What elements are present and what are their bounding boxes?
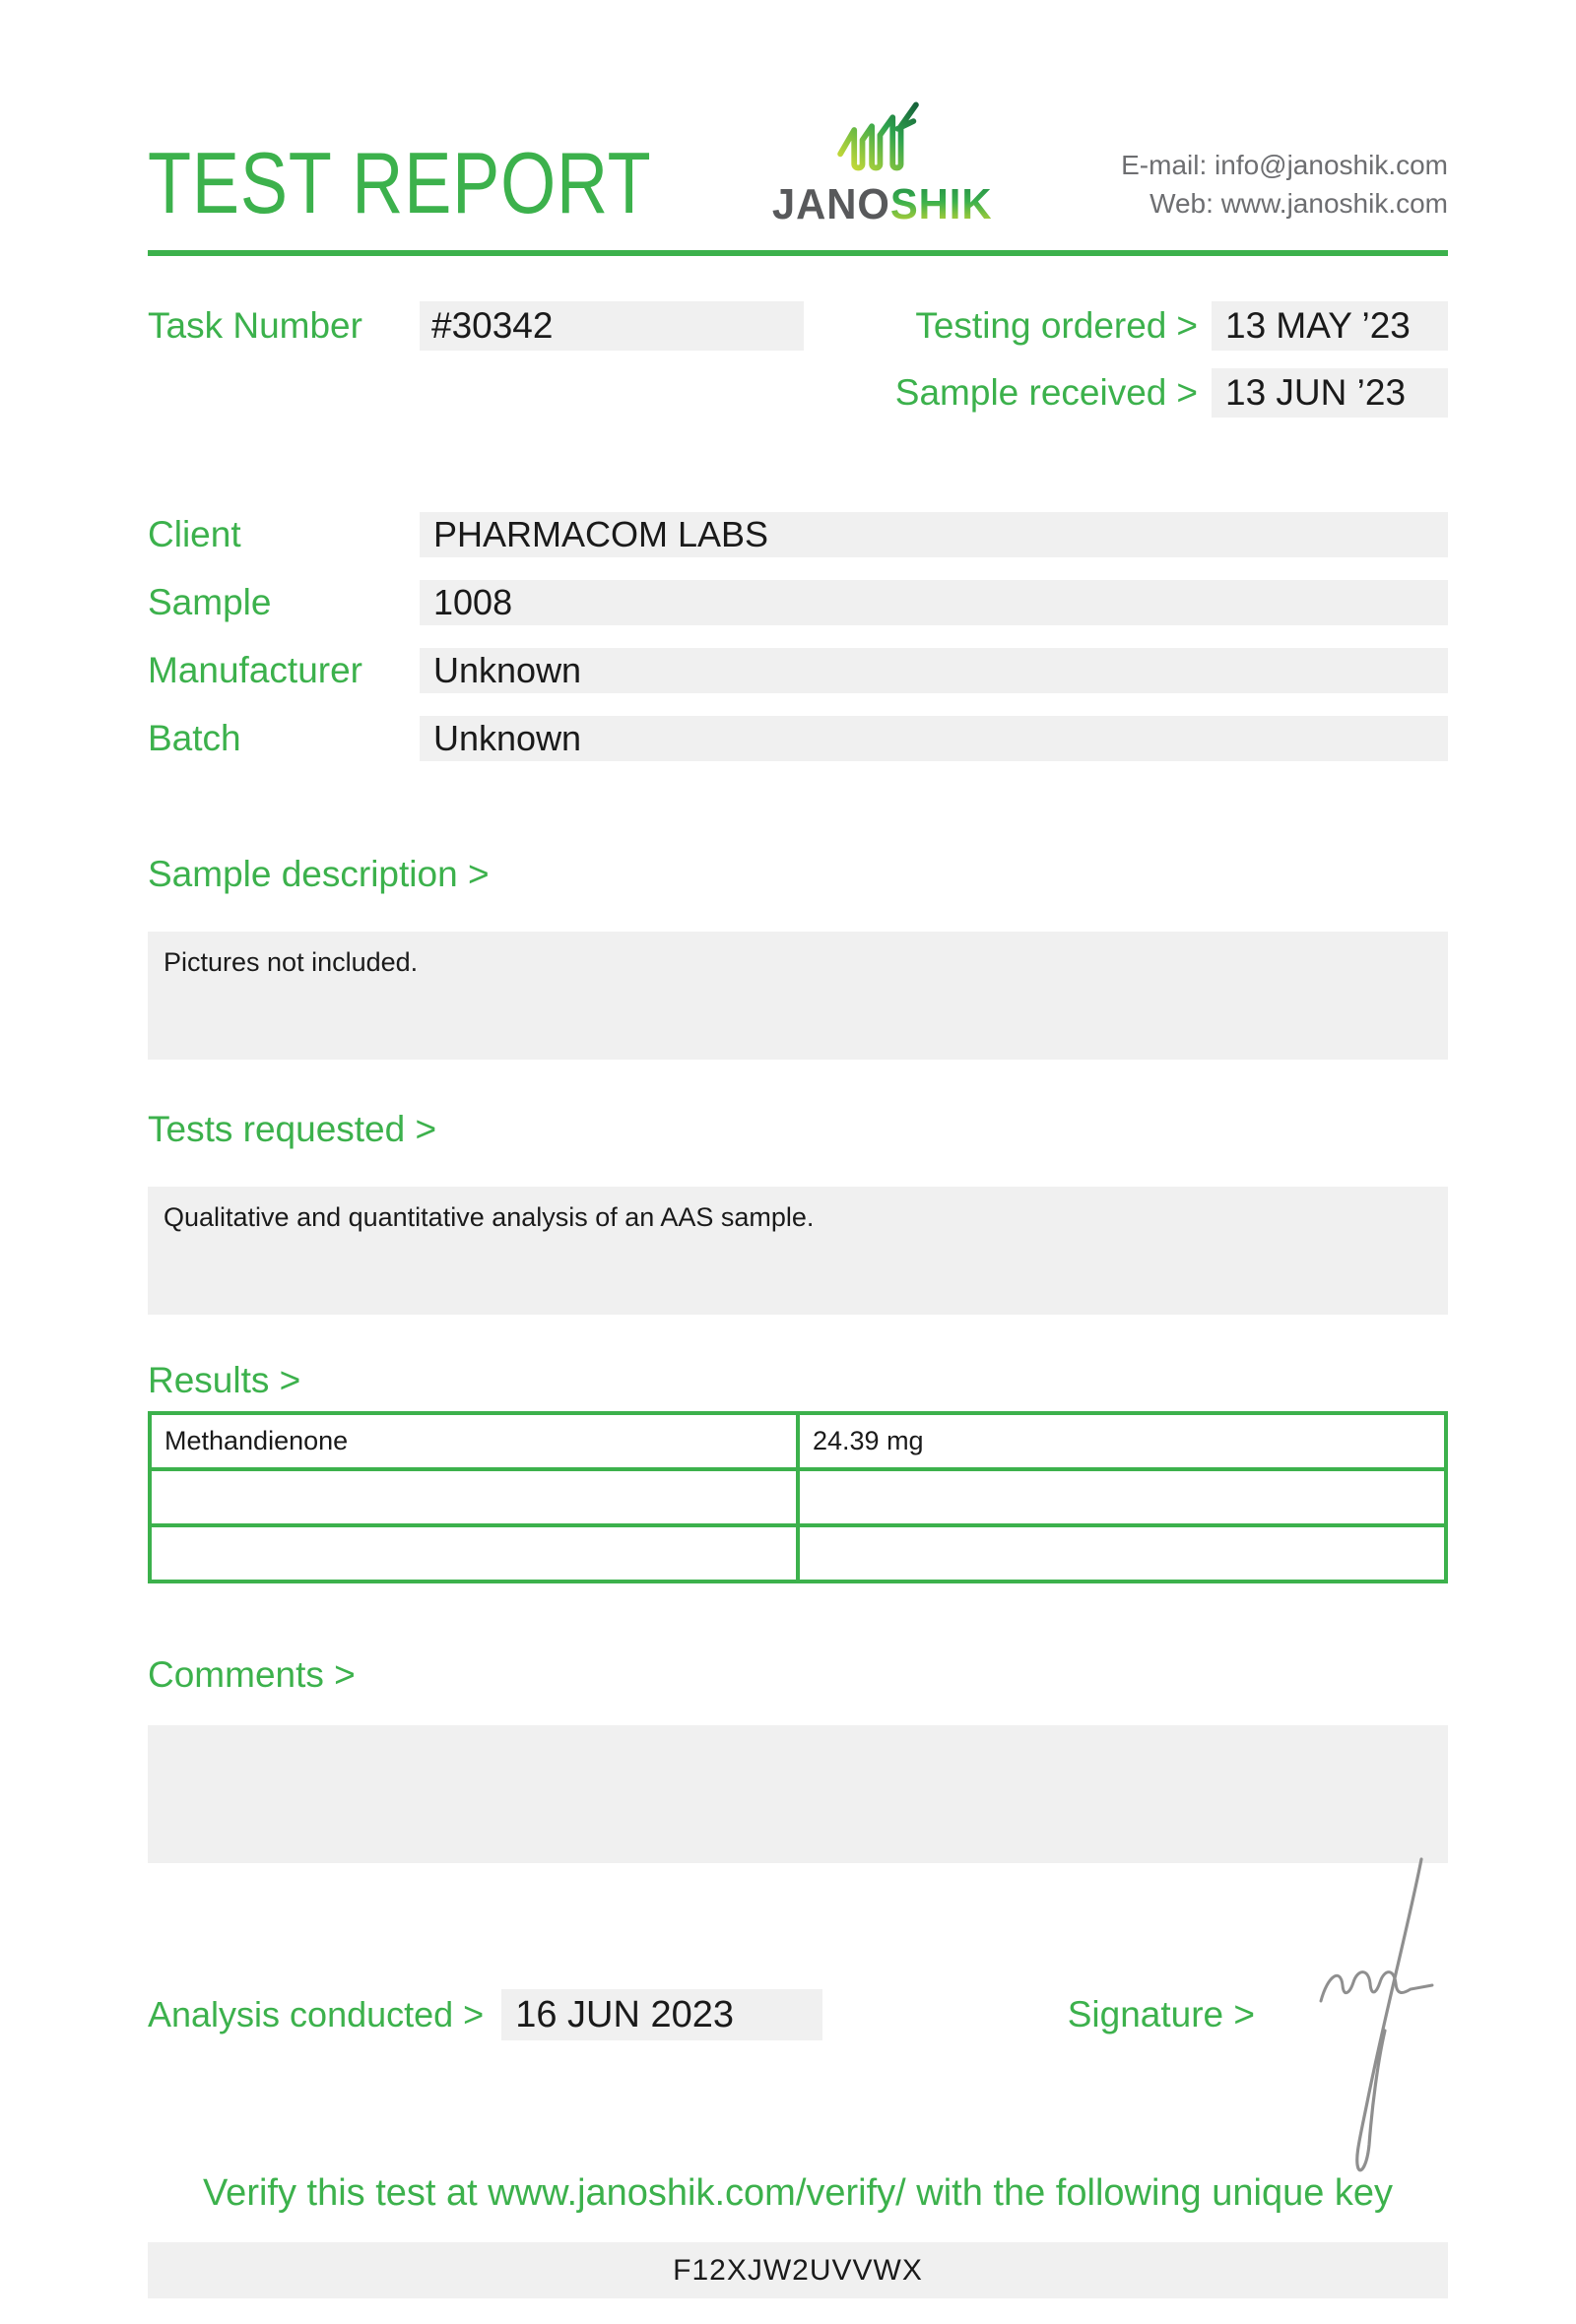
comments-content [148, 1725, 1448, 1863]
tests-requested-section [148, 1109, 1448, 1315]
batch-label: Batch [148, 718, 241, 758]
client-label: Client [148, 514, 241, 554]
table-row [150, 1469, 1446, 1525]
result-amount-cell [798, 1469, 1446, 1525]
batch-row [148, 716, 1448, 761]
contact-web: Web: www.janoshik.com [1149, 188, 1448, 219]
result-amount-cell: 24.39 mg [798, 1413, 1446, 1469]
table-row [150, 1525, 1446, 1582]
test-report-page [148, 0, 1448, 2298]
results-section [148, 1360, 1448, 1583]
manufacturer-row [148, 648, 1448, 693]
sample-description-section [148, 854, 1448, 1060]
logo-wordmark [772, 180, 993, 228]
page-title: TEST REPORT [148, 134, 652, 231]
testing-ordered-row [895, 301, 1448, 351]
sample-info-section [148, 512, 1448, 761]
signature-label: Signature > [1067, 1994, 1255, 2034]
sample-description-content: Pictures not included. [148, 932, 1448, 1060]
sample-received-value: 13 JUN ’23 [1212, 368, 1448, 418]
signature-area [1271, 1989, 1448, 2040]
manufacturer-label: Manufacturer [148, 650, 362, 690]
analysis-conducted-label: Analysis conducted > [148, 1994, 485, 2034]
sample-description-heading: Sample description > [148, 854, 490, 894]
chevron-right-icon: > [1176, 305, 1198, 346]
client-row [148, 512, 1448, 557]
task-number-row [148, 301, 804, 351]
sample-row [148, 580, 1448, 625]
results-table [148, 1411, 1448, 1583]
verify-key: F12XJW2UVVWX [148, 2242, 1448, 2298]
trend-chart-icon [835, 98, 930, 179]
contact-email: E-mail: info@janoshik.com [1121, 150, 1448, 180]
task-section [148, 301, 1448, 418]
client-value: PHARMACOM LABS [420, 512, 1448, 557]
results-heading: Results > [148, 1360, 301, 1400]
logo-text-primary: JANO [772, 180, 891, 228]
verify-instruction: Verify this test at www.janoshik.com/verify/ with the following unique key [202, 2172, 1394, 2214]
signature-handwriting [1271, 1851, 1444, 2176]
table-row [150, 1413, 1446, 1469]
testing-ordered-value: 13 MAY ’23 [1212, 301, 1448, 351]
tests-requested-heading: Tests requested > [148, 1109, 437, 1149]
header-divider [148, 250, 1448, 256]
batch-value: Unknown [420, 716, 1448, 761]
result-substance-cell [150, 1469, 798, 1525]
report-header [148, 87, 1448, 231]
sample-label: Sample [148, 582, 272, 622]
result-substance-cell [150, 1525, 798, 1582]
sample-value: 1008 [420, 580, 1448, 625]
comments-section [148, 1654, 1448, 1863]
logo-text-accent: SHIK [890, 180, 993, 228]
chevron-right-icon: > [1176, 372, 1198, 413]
sample-received-row [895, 368, 1448, 418]
manufacturer-value: Unknown [420, 648, 1448, 693]
sample-received-label: Sample received [894, 372, 1167, 413]
dates-block [895, 301, 1448, 418]
testing-ordered-label: Testing ordered [915, 305, 1167, 346]
task-number-label: Task Number [148, 305, 362, 346]
analysis-conducted-value: 16 JUN 2023 [501, 1989, 822, 2040]
task-number-value: #30342 [420, 301, 804, 351]
tests-requested-content: Qualitative and quantitative analysis of an AAS sample. [148, 1187, 1448, 1315]
janoshik-logo [766, 98, 998, 226]
result-substance-cell: Methandienone [150, 1413, 798, 1469]
comments-heading: Comments > [148, 1654, 356, 1695]
analysis-signature-row [148, 1989, 1448, 2040]
result-amount-cell [798, 1525, 1446, 1582]
contact-info [1121, 146, 1448, 226]
